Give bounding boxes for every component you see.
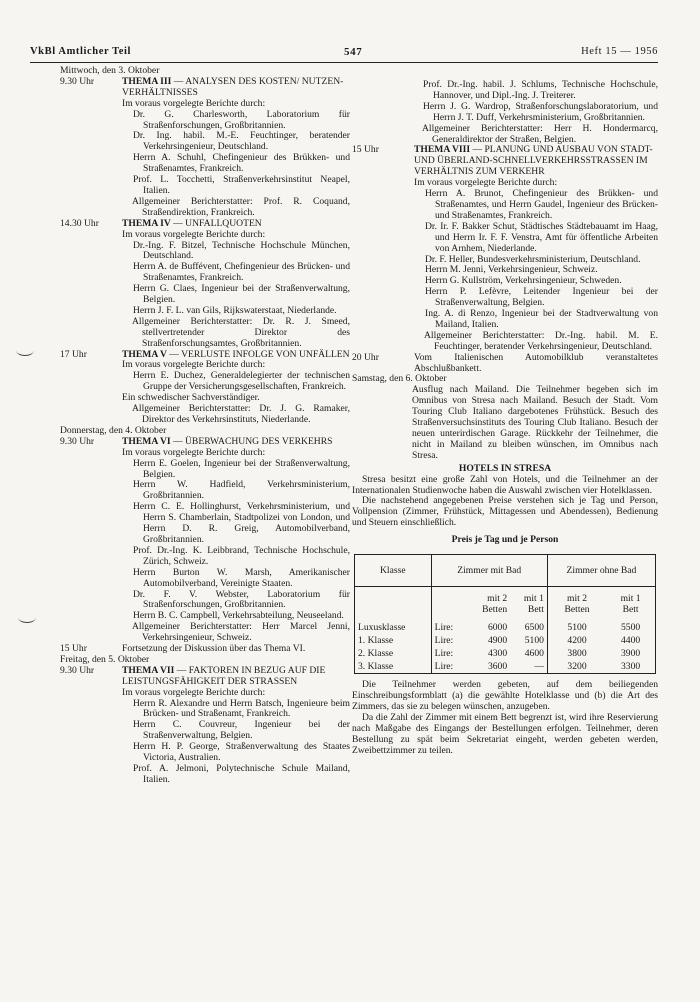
rapporteur: Herrn C. E. Hollinghurst, Verkehrsministerium, und Herrn S. Chamberlain, Stadtpolizei von London, und Herrn D. R. Greig, Automobilverband, Großbritannien. — [133, 501, 350, 545]
general-rapporteur: Allgemeiner Berichterstatter: Herr H. Hondermarcq, Generaldirektor der Straßen, Belgien. — [422, 122, 658, 145]
session-title — [122, 77, 350, 99]
price-nobath-one-bed: 4400 — [606, 634, 655, 647]
rapporteur: Herrn H. P. George, Straßenverwaltung des Staates Victoria, Australien. — [133, 741, 350, 764]
sub-header-beds: Betten — [482, 604, 508, 616]
theme-name: — FAKTOREN IN BEZUG AUF DIE LEISTUNGSFÄHIGKEIT DER STRASSEN — [122, 664, 326, 687]
rapporteur: Prof. Dr.-Ing. K. Leibbrand, Technische Hochschule, Zürich, Schweiz. — [133, 544, 350, 567]
rapporteur: Herrn G. Kullström, Verkehrsingenieur, Schweden. — [425, 275, 622, 287]
session-title — [414, 145, 658, 178]
theme-number: THEMA VIII — [414, 144, 471, 156]
sub-header-bed: Bett — [527, 604, 544, 616]
session — [60, 666, 350, 786]
session — [60, 77, 350, 219]
margin-mark — [16, 345, 34, 356]
table-row — [355, 647, 656, 660]
reports-intro: Im voraus vorgelegte Berichte durch: — [414, 177, 558, 189]
sub-header-bath-two: mit 2 — [487, 593, 508, 605]
rapporteur: Dr. G. Charlesworth, Laboratorium für Straßenforschungen, Großbritannien. — [133, 108, 350, 131]
price-nobath-two-beds: 5100 — [567, 622, 587, 634]
price-nobath-two-beds: 3800 — [567, 648, 587, 660]
day-heading: Donnerstag, den 4. Oktober — [60, 424, 167, 436]
theme-number: THEMA VI — [122, 435, 171, 447]
price-bath-two-beds: 4300 — [487, 648, 508, 660]
price-nobath-one-bed: 3300 — [606, 660, 655, 674]
right-sessions — [352, 145, 658, 374]
reports-intro: Im voraus vorgelegte Berichte durch: — [122, 686, 266, 698]
rapporteur: Ing. A. di Renzo, Ingenieur bei der Stadtverwaltung von Mailand, Italien. — [425, 308, 658, 330]
session-title — [122, 666, 350, 688]
sub-header-nobath-two: mit 2 — [567, 593, 588, 605]
price-bath-two-beds: 3600 — [466, 660, 510, 674]
session-time: 9.30 Uhr — [60, 75, 95, 87]
rapporteur: Dr.-Ing. F. Bitzel, Technische Hochschule München, Deutschland. — [133, 239, 350, 262]
table-row — [355, 634, 656, 647]
session-body — [122, 666, 350, 786]
session-body — [122, 644, 350, 655]
session-time: 9.30 Uhr — [60, 435, 95, 447]
rapporteur: Herrn B. C. Campbell, Verkehrsabteilung, Neuseeland. — [133, 610, 344, 622]
general-rapporteur: Allgemeiner Berichterstatter: Dr.-Ing. habil. M. E. Feuchtinger, beratender Verkehrsingenieur, Deutschland. — [424, 329, 658, 352]
schedule-text: Vom Italienischen Automobilklub veranstaltetes Abschlußbankett. — [414, 351, 658, 374]
theme-number: THEMA V — [122, 348, 167, 360]
price-currency: Lire: — [434, 648, 454, 660]
general-rapporteur: Allgemeiner Berichterstatter: Dr. R. J. Smeed, stellvertretender Direktor des Straßenforschungsamtes, Großbritannien. — [132, 315, 350, 349]
journal-title: VkBl Amtlicher Teil — [30, 46, 132, 57]
left-column — [60, 66, 350, 786]
session — [60, 350, 350, 426]
session — [352, 145, 658, 352]
right-continuation — [352, 80, 658, 145]
price-bath-one-bed: 6500 — [510, 621, 547, 634]
col-header-class: Klasse — [355, 555, 432, 587]
rapporteur: Herrn Burton W. Marsh, Amerikanischer Automobilverband, Vereinigte Staaten. — [133, 566, 350, 589]
sub-header-bed-2: Bett — [622, 604, 639, 616]
session-time: 9.30 Uhr — [60, 664, 95, 676]
rapporteur: Herrn P. Lefèvre, Leitender Ingenieur bei der Straßenverwaltung, Belgien. — [425, 286, 658, 309]
session-body — [122, 350, 350, 426]
saturday-date: Samstag, den 6. Oktober — [352, 373, 447, 385]
price-class: 1. Klasse — [355, 634, 432, 647]
theme-name: — ANALYSEN DES KOSTEN/ NUTZEN-VERHÄLTNISSES — [122, 75, 344, 98]
rapporteur: Herrn C. Couvreur, Ingenieur bei der Straßenverwaltung, Belgien. — [133, 719, 350, 742]
table-row — [355, 621, 656, 634]
rapporteur: Herrn J. F. L. van Gils, Rijkswaterstaat, Niederlande. — [133, 304, 337, 316]
col-header-without-bath: Zimmer ohne Bad — [547, 555, 655, 587]
theme-number: THEMA III — [122, 75, 172, 87]
reports-intro: Im voraus vorgelegte Berichte durch: — [122, 359, 266, 371]
session-body — [414, 353, 658, 375]
general-rapporteur: Allgemeiner Berichterstatter: Prof. R. Coquand, Straßendirektion, Frankreich. — [132, 195, 350, 218]
rapporteur: Dr. Ir. F. Bakker Schut, Städtisches Städtebauamt im Haag, und Herrn Ir. F. F. Venstra, Amt für öffentliche Arbeiten von Arnhem, Niederlande. — [425, 220, 658, 254]
rapporteur: Herrn J. G. Wardrop, Straßenforschungslaboratorium, und Herrn J. T. Duff, Verkehrsministerium, Großbritannien. — [423, 100, 658, 123]
rapporteur: Dr. F. Heller, Bundesverkehrsministerium, Deutschland. — [425, 253, 641, 265]
rapporteur: Herrn A. Schuhl, Chefingenieur des Brükken- und Straßenamtes, Frankreich. — [133, 152, 350, 175]
theme-name: — ÜBERWACHUNG DES VERKEHRS — [170, 435, 333, 447]
session-body — [414, 145, 658, 352]
rapporteur: Prof. A. Jelmoni, Polytechnische Schule Mailand, Italien. — [133, 763, 350, 785]
rapporteur: Herrn E. Duchez, Generaldelegierter der technischen Gruppe der Versicherungsgesellschaften, Frankreich. — [133, 370, 350, 393]
price-bath-one-bed: — — [510, 660, 547, 674]
margin-mark — [18, 612, 36, 623]
price-nobath-two-beds: 3200 — [547, 660, 606, 674]
rapporteur: Prof. L. Tocchetti, Straßenverkehrsinstitut Neapel, Italien. — [133, 174, 350, 196]
sub-header-beds-2: Betten — [564, 604, 590, 616]
sub-header-bath-one: mit 1 — [523, 593, 544, 605]
session-time: 15 Uhr — [352, 144, 379, 156]
day-heading: Freitag, den 5. Oktober — [60, 653, 150, 665]
price-currency: Lire: — [431, 660, 466, 674]
rapporteur: Herrn A. de Buffévent, Chefingenieur des Brücken- und Straßenamtes, Frankreich. — [133, 261, 350, 284]
price-class: Luxusklasse — [355, 621, 432, 634]
hotels-paragraph-1: Stresa besitzt eine große Zahl von Hotels, und die Teilnehmer an der Internationalen Studienwoche haben die Auswahl zwischen vier Hotelklassen. — [352, 473, 658, 496]
price-bath-one-bed: 4600 — [510, 647, 547, 660]
day-heading: Mittwoch, den 3. Oktober — [60, 65, 160, 76]
session-body — [122, 77, 350, 219]
price-nobath-two-beds: 4200 — [567, 635, 587, 647]
price-class: 2. Klasse — [355, 647, 432, 660]
rapporteur: Ein schwedischer Sachverständiger. — [122, 392, 260, 404]
session-title — [122, 219, 350, 230]
session-body — [122, 219, 350, 350]
reports-intro: Im voraus vorgelegte Berichte durch: — [122, 97, 266, 109]
price-bath-one-bed: 5100 — [510, 634, 547, 647]
theme-number: THEMA VII — [122, 664, 175, 676]
saturday-text: Ausflug nach Mailand. Die Teilnehmer begeben sich im Omnibus von Stresa nach Mailand. Besuch der Stadt. Vom Touring Club Italiano dargebotenes Frühstück. Besuch des Straßenversuchsinstituts des Touring Club Italiano. Besuch der neuen unterirdischen Garage. Rückkehr der Teilnehmer, die nicht in Mailand zu bleiben wünschen, im Omnibus nach Stresa. — [412, 384, 658, 461]
running-header — [30, 46, 658, 62]
theme-name: — UNFALLQUOTEN — [170, 217, 262, 229]
session-time: 20 Uhr — [352, 351, 379, 363]
price-class: 3. Klasse — [355, 660, 432, 674]
issue-label: Heft 15 — 1956 — [581, 46, 658, 57]
schedule-text: Fortsetzung der Diskussion über das Thema VI. — [122, 643, 306, 655]
hotels-heading: HOTELS IN STRESA — [458, 462, 552, 474]
reports-intro: Im voraus vorgelegte Berichte durch: — [122, 228, 266, 240]
session-time: 15 Uhr — [60, 643, 87, 655]
theme-name: — VERLUSTE INFOLGE VON UNFÄLLEN — [166, 348, 350, 360]
price-nobath-one-bed: 3900 — [606, 647, 655, 660]
price-currency: Lire: — [434, 622, 454, 634]
right-column — [352, 80, 658, 756]
general-rapporteur: Allgemeiner Berichterstatter: Dr. J. G. Ramaker, Direktor des Verkehrsinstituts, Niederlande. — [132, 403, 350, 425]
hotels-paragraph-4: Da die Zahl der Zimmer mit einem Bett begrenzt ist, wird ihre Reservierung nach Maßgabe des Eingangs der Bestellungen erfolgen. Teilnehmer, deren Bestellung zu spät beim Sekretariat eingeht, werden gebeten werden, Zweibettzimmer zu teilen. — [352, 711, 658, 756]
price-bath-two-beds: 6000 — [487, 622, 508, 634]
price-bath-two-beds: 4900 — [487, 635, 508, 647]
price-nobath-one-bed: 5500 — [606, 621, 655, 634]
price-currency: Lire: — [434, 635, 454, 647]
rapporteur: Herrn E. Goelen, Ingenieur bei der Straßenverwaltung, Belgien. — [133, 457, 350, 480]
table-row — [355, 660, 656, 674]
table-caption: Preis je Tag und je Person — [451, 534, 559, 546]
header-rule — [30, 62, 658, 63]
rapporteur: Herrn W. Hadfield, Verkehrsministerium, Großbritannien. — [133, 479, 350, 502]
session-body — [122, 437, 350, 644]
theme-name: — PLANUNG UND AUSBAU VON STADT- UND ÜBERLAND-SCHNELLVERKEHRSSTRASSEN IM VERHÄLTNIS ZUM VERKEHR — [414, 144, 653, 178]
theme-number: THEMA IV — [122, 217, 171, 229]
rapporteur: Prof. Dr.-Ing. habil. J. Schlums, Technische Hochschule, Hannover, und Dipl.-Ing. J. Treiterer. — [423, 79, 658, 101]
page-number: 547 — [344, 46, 363, 58]
sub-header-nobath-one: mit 1 — [620, 593, 641, 605]
reports-intro: Im voraus vorgelegte Berichte durch: — [122, 446, 266, 458]
rapporteur: Herrn R. Alexandre und Herrn Batsch, Ingenieure beim Brücken- und Straßenamt, Frankreich. — [133, 697, 350, 720]
session — [60, 437, 350, 644]
schedule-item — [352, 353, 658, 375]
rapporteur: Herrn A. Brunot, Chefingenieur des Brükken- und Straßenamtes, und Herrn Gaudel, Ingenieur des Brücken- und Straßenamtes, Frankreich. — [425, 188, 658, 221]
price-table — [354, 554, 656, 674]
hotels-paragraph-2: Die nachstehend angegebenen Preise verstehen sich je Tag und Person, Vollpension (Zimmer, Frühstück, Mittagessen und Abendessen), Bedienung und Steuern einschließlich. — [352, 495, 658, 529]
session — [60, 219, 350, 350]
general-rapporteur: Allgemeiner Berichterstatter: Herr Marcel Jenni, Verkehrsingenieur, Schweiz. — [132, 621, 350, 644]
rapporteur: Herrn G. Claes, Ingenieur bei der Straßenverwaltung, Belgien. — [133, 283, 350, 306]
hotels-paragraph-3: Die Teilnehmer werden gebeten, auf dem beiliegenden Einschreibungsformblatt (a) die gewählte Hotelklasse und (b) die Art des Zimmers, das sie zu belegen wünschen, anzugeben. — [352, 679, 658, 712]
rapporteur: Dr. Ing. habil. M.-E. Feuchtinger, beratender Verkehrsingenieur, Deutschland. — [133, 130, 350, 153]
rapporteur: Herrn M. Jenni, Verkehrsingenieur, Schweiz. — [425, 264, 598, 276]
session-time: 17 Uhr — [60, 348, 87, 360]
rapporteur: Dr. F. V. Webster, Laboratorium für Straßenforschungen, Großbritannien. — [133, 588, 350, 611]
col-header-with-bath: Zimmer mit Bad — [431, 555, 547, 587]
session-time: 14.30 Uhr — [60, 217, 99, 229]
